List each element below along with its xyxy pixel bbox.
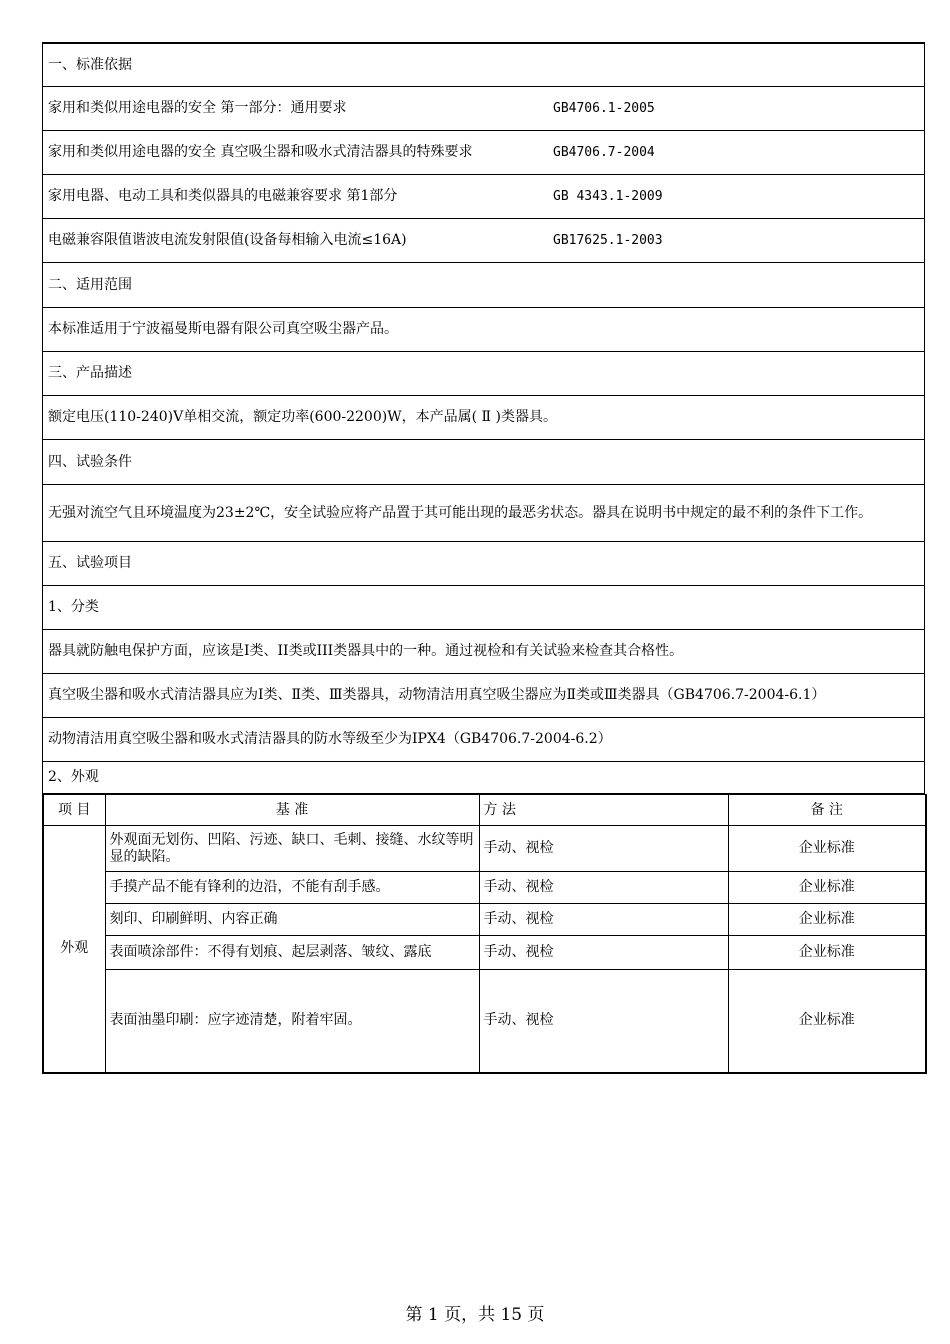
method-cell: 手动、视检 [479, 970, 728, 1073]
method-cell: 手动、视检 [479, 872, 728, 904]
classification-text: 动物清洁用真空吸尘器和吸水式清洁器具的防水等级至少为IPX4（GB4706.7-2004-6.2） [48, 731, 612, 747]
document-page [42, 42, 925, 1074]
standard-row [42, 175, 925, 219]
classification-item [42, 718, 925, 762]
remark-cell: 企业标准 [728, 872, 926, 904]
classification-text: 真空吸尘器和吸水式清洁器具应为Ⅰ类、Ⅱ类、Ⅲ类器具，动物清洁用真空吸尘器应为Ⅱ类或Ⅲ类器具（GB4706.7-2004-6.1） [48, 687, 826, 703]
method-cell: 手动、视检 [479, 826, 728, 872]
method-cell: 手动、视检 [479, 904, 728, 936]
header-method: 方 法 [479, 795, 728, 826]
subsection-2-title: 2、外观 [48, 769, 99, 785]
subsection-heading [42, 586, 925, 630]
header-criteria: 基 准 [105, 795, 479, 826]
standard-row [42, 131, 925, 175]
header-item: 项 目 [43, 795, 105, 826]
section-body [42, 308, 925, 352]
standard-code: GB4706.7-2004 [553, 145, 655, 160]
section-2-text: 本标准适用于宁波福曼斯电器有限公司真空吸尘器产品。 [48, 321, 398, 337]
section-heading [42, 263, 925, 308]
section-2-title: 二、适用范围 [48, 276, 132, 293]
subsection-heading [42, 762, 925, 794]
classification-text: 器具就防触电保护方面，应该是I类、II类或III类器具中的一种。通过视检和有关试验来检查其合格性。 [48, 643, 684, 659]
section-4-text: 无强对流空气且环境温度为23±2℃，安全试验应将产品置于其可能出现的最恶劣状态。器具在说明书中规定的最不利的条件下工作。 [48, 504, 873, 521]
standard-code: GB 4343.1-2009 [553, 189, 663, 204]
standard-code: GB4706.1-2005 [553, 101, 655, 116]
group-label: 外观 [43, 826, 105, 1073]
section-body [42, 485, 925, 542]
standard-row [42, 219, 925, 263]
standard-name: 家用和类似用途电器的安全 第一部分：通用要求 [48, 100, 347, 116]
section-heading [42, 42, 925, 87]
standard-name: 家用电器、电动工具和类似器具的电磁兼容要求 第1部分 [48, 188, 398, 204]
standard-code: GB17625.1-2003 [553, 233, 663, 248]
table-row [43, 872, 926, 904]
appearance-table [42, 794, 927, 1074]
section-heading [42, 352, 925, 396]
remark-cell: 企业标准 [728, 936, 926, 970]
criteria-cell: 表面油墨印刷：应字迹清楚，附着牢固。 [105, 970, 479, 1073]
page-footer: 第 1 页，共 15 页 [405, 1305, 545, 1325]
criteria-cell: 外观面无划伤、凹陷、污迹、缺口、毛刺、接缝、水纹等明显的缺陷。 [105, 826, 479, 872]
criteria-cell: 表面喷涂部件：不得有划痕、起层剥落、皱纹、露底 [105, 936, 479, 970]
standard-name: 电磁兼容限值谐波电流发射限值(设备每相输入电流≤16A) [48, 232, 407, 248]
remark-cell: 企业标准 [728, 904, 926, 936]
criteria-cell: 刻印、印刷鲜明、内容正确 [105, 904, 479, 936]
table-row [43, 970, 926, 1073]
section-3-text: 额定电压(110-240)V单相交流，额定功率(600-2200)W，本产品属( Ⅱ )类器具。 [48, 409, 557, 425]
section-1-title: 一、标准依据 [48, 56, 132, 73]
table-header-row [43, 795, 926, 826]
section-5-title: 五、试验项目 [48, 555, 132, 571]
table-row [43, 826, 926, 872]
section-4-title: 四、试验条件 [48, 453, 132, 470]
table-row [43, 904, 926, 936]
section-heading [42, 542, 925, 586]
subsection-1-title: 1、分类 [48, 599, 99, 615]
section-body [42, 396, 925, 440]
classification-item [42, 630, 925, 674]
remark-cell: 企业标准 [728, 826, 926, 872]
criteria-cell: 手摸产品不能有锋利的边沿，不能有刮手感。 [105, 872, 479, 904]
standard-row [42, 87, 925, 131]
standard-name: 家用和类似用途电器的安全 真空吸尘器和吸水式清洁器具的特殊要求 [48, 144, 473, 160]
header-remark: 备 注 [728, 795, 926, 826]
section-heading [42, 440, 925, 485]
section-3-title: 三、产品描述 [48, 365, 132, 381]
classification-item [42, 674, 925, 718]
method-cell: 手动、视检 [479, 936, 728, 970]
remark-cell: 企业标准 [728, 970, 926, 1073]
table-row [43, 936, 926, 970]
